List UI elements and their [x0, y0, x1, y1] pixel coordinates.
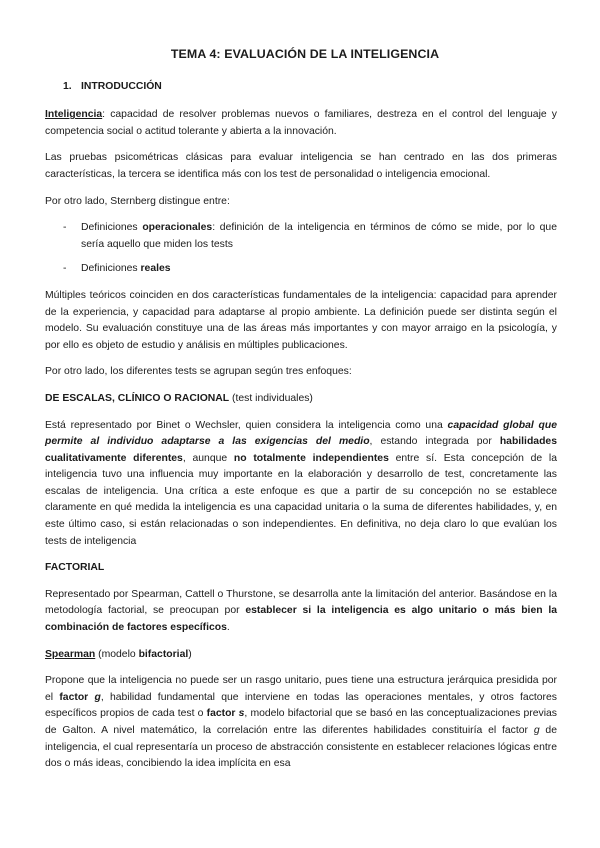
text-run: .: [226, 622, 230, 634]
text-run: , modelo bifactorial que se basó en las conceptualizaciones previas de Galton. A nivel matemático, la correlación entre las diferentes habilidades constituiría el factor: [45, 708, 558, 736]
section-heading-factorial: FACTORIAL: [45, 562, 105, 574]
text-run-bold-italic: capacidad global que permite al individuo adaptarse a las exigencias del medio: [45, 419, 557, 448]
text-run-italic: g: [533, 725, 540, 736]
section-heading-text: DE ESCALAS, CLÍNICO O RACIONAL: [45, 392, 230, 404]
subheading-spearman: [45, 647, 557, 664]
list-item-operacionales: [45, 220, 557, 253]
text-run: Representado por Spearman, Cattell o Thurstone, se desarrolla ante la limitación del anterior. Basándose en la metodología factorial, se preocupan por: [45, 588, 557, 617]
text-run-bold: habilidades cualitativamente diferentes: [45, 436, 557, 464]
section-heading-note: (test individuales): [229, 392, 313, 404]
term-inteligencia: Inteligencia: [45, 109, 103, 121]
section-heading-escalas: [45, 391, 557, 408]
text-run-bold: factor: [206, 708, 239, 720]
list-item-text: : definición de la inteligencia en términos de cómo se mide, por lo que sería aquello que miden los tests: [81, 222, 557, 250]
list-item-text: Definiciones: [81, 222, 143, 234]
text-run: de inteligencia, el cual representaría un proceso de abstracción consistente en establecer relaciones lógicas entre dos o más ideas, concibiendo la idea implícita en esa: [45, 725, 557, 770]
paragraph-factorial: [45, 587, 557, 637]
text-run: , aunque: [182, 452, 234, 464]
paragraph-teoricos: Múltiples teóricos coinciden en dos características fundamentales de la inteligencia: capacidad para aprender de la experiencia, y capacidad para adaptarse al propio ambiente. La definición puede ser distinta según el modelo. Su evaluación constituye una de las áreas más importantes y con mayor arraigo en la psicología, y por ello es objeto de estudio y análisis en múltiples publicaciones.: [45, 289, 557, 351]
dash-bullet: -: [63, 263, 67, 275]
section-number: 1.: [63, 80, 72, 92]
definitions-list: [45, 220, 557, 278]
subheading-text: ): [188, 648, 192, 660]
paragraph-sternberg: Por otro lado, Sternberg distingue entre:: [45, 195, 230, 207]
dash-bullet: -: [63, 222, 67, 234]
paragraph-pruebas-psicometricas: Las pruebas psicométricas clásicas para evaluar inteligencia se han centrado en las dos primeras características, la tercera se identifica más con los test de personalidad o inteligencia emocional.: [45, 152, 557, 180]
paragraph-enfoques: Por otro lado, los diferentes tests se agrupan según tres enfoques:: [45, 366, 352, 378]
paragraph-definicion-inteligencia: [45, 107, 557, 140]
list-item-text: Definiciones: [81, 263, 141, 275]
list-item-bold: operacionales: [142, 222, 213, 234]
text-run-bold-italic: g: [94, 691, 101, 703]
subheading-text: (modelo: [95, 648, 139, 660]
page-title: TEMA 4: EVALUACIÓN DE LA INTELIGENCIA: [170, 47, 440, 61]
text-run: , habilidad fundamental que interviene en todas las operaciones mentales, y otros factores específicos propios de cada test o: [45, 691, 557, 720]
subheading-bold: bifactorial: [138, 648, 189, 660]
section-heading-text: INTRODUCCIÓN: [81, 80, 162, 92]
subheading-name: Spearman: [45, 648, 96, 660]
list-item-reales: [45, 261, 557, 278]
paragraph-escalas: [45, 418, 557, 551]
paragraph-spearman: [45, 673, 557, 773]
text-run-bold-italic: s: [238, 708, 245, 720]
text-run: entre sí. Esta concepción de la inteligencia tuvo una influencia muy importante en la elaboración y desarrollo de test, concretamente las escalas de inteligencia. Una crítica a este enfoque es que a partir de su concepción no se establece claramente en qué medida la inteligencia es una capacidad unitaria o la suma de diferentes habilidades, y, en este último caso, si están relacionadas o son independientes. En definitiva, no deja claro lo que evalúan los tests de inteligencia: [45, 452, 557, 547]
text-run-bold: no totalmente independientes: [233, 452, 389, 464]
section-heading-introduccion: [45, 79, 557, 96]
text-run-bold: establecer si la inteligencia es algo unitario o más bien la combinación de factores específicos: [45, 605, 557, 634]
text-run: Propone que la inteligencia no puede ser un rasgo unitario, pues tiene una estructura jerárquica presidida por el: [45, 675, 557, 703]
text-run: , estando integrada por: [369, 436, 500, 448]
text-run-bold: factor: [59, 691, 95, 703]
definition-text: : capacidad de resolver problemas nuevos o familiares, destreza en el control del lenguaje y competencia social o actitud tolerante y abierta a la innovación.: [45, 109, 557, 137]
text-run: Está representado por Binet o Wechsler, quien considera la inteligencia como una: [45, 419, 448, 431]
list-item-bold: reales: [140, 263, 171, 275]
